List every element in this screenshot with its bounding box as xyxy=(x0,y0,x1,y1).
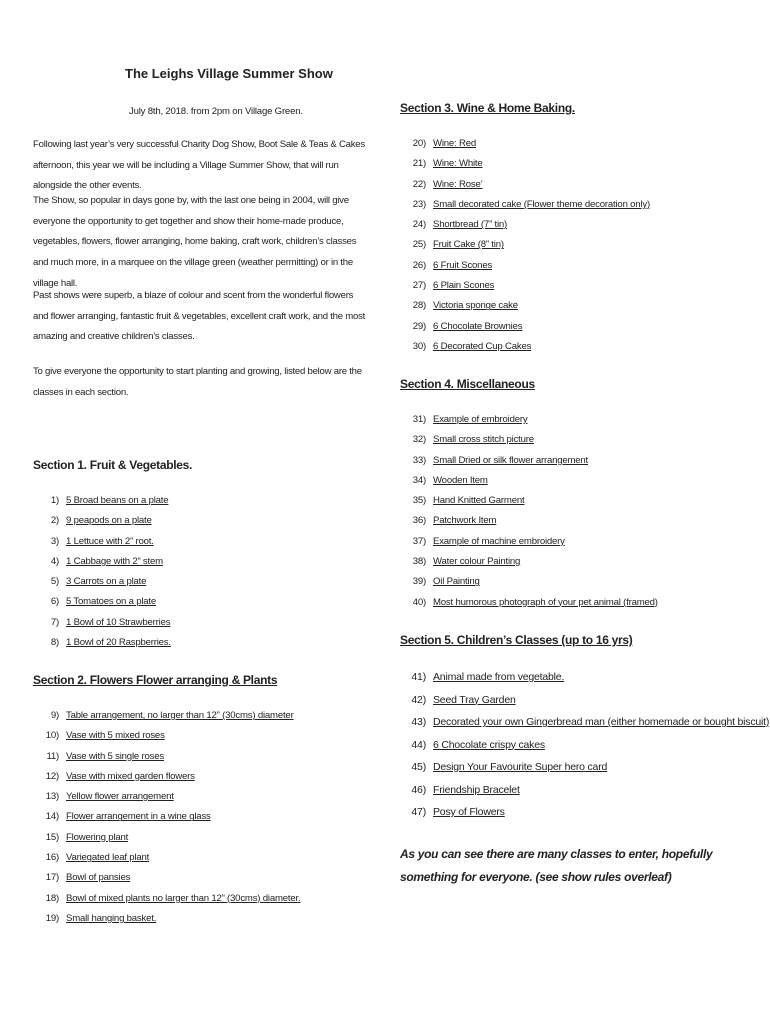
class-entry xyxy=(400,219,745,239)
class-title: Example of machine embroidery xyxy=(433,535,565,547)
class-number: 38) xyxy=(412,556,426,568)
class-title: Seed Tray Garden xyxy=(433,693,516,706)
class-entry xyxy=(400,138,745,158)
class-title: 1 Bowl of 10 Strawberries xyxy=(66,616,171,628)
intro-paragraph-2: The Show, so popular in days gone by, with the last one being in 2004, will give everyone the opportunity to get together and show their home-made produce, vegetables, flowers, flower arranging, home baking, craft work, children’s classes and much more, in a marquee on the village green (weather permitting) or in the village hall. xyxy=(33,195,357,289)
class-entry xyxy=(33,710,373,730)
class-entry xyxy=(400,761,745,784)
class-entry xyxy=(33,811,373,831)
class-title: Posy of Flowers xyxy=(433,806,505,818)
class-title: 5 Broad beans on a plate xyxy=(66,495,169,506)
class-entry xyxy=(400,341,745,361)
class-title: Variegated leaf plant xyxy=(66,852,150,864)
class-title: 1 Lettuce with 2” root. xyxy=(66,535,154,547)
class-title: 6 Decorated Cup Cakes xyxy=(433,340,532,352)
class-title: 9 peapods on a plate xyxy=(66,515,152,527)
class-entry xyxy=(33,556,373,576)
class-title: Vase with 5 single roses xyxy=(66,750,164,762)
class-entry xyxy=(400,475,745,495)
class-entry xyxy=(33,637,373,657)
class-entry xyxy=(400,694,745,717)
class-number: 14) xyxy=(45,811,59,823)
class-number: 3) xyxy=(50,535,59,547)
class-title: Victoria sponge cake xyxy=(433,300,518,312)
section-4-heading: Section 4. Miscellaneous xyxy=(400,377,535,391)
class-number: 5) xyxy=(50,576,59,588)
class-number: 32) xyxy=(412,434,426,446)
class-number: 30) xyxy=(412,340,426,352)
class-title: 1 Cabbage with 2” stem xyxy=(66,555,163,567)
class-number: 37) xyxy=(412,535,426,547)
section-3-heading: Section 3. Wine & Home Baking. xyxy=(400,101,575,115)
class-entry xyxy=(400,716,770,739)
class-title: Friendship Bracelet xyxy=(433,783,520,796)
class-number: 42) xyxy=(411,693,426,706)
class-title: Design Your Favourite Super hero card xyxy=(433,761,608,773)
section-5-heading: Section 5. Children’s Classes (up to 16 yrs) xyxy=(400,633,633,647)
class-title: Bowl of mixed plants no larger than 12” (30cms) diameter. xyxy=(66,892,301,904)
class-entry xyxy=(400,300,745,320)
class-entry xyxy=(400,671,745,694)
class-title: Water colour Painting xyxy=(433,556,521,568)
class-title: Shortbread (7” tin) xyxy=(433,219,508,231)
class-entry xyxy=(400,556,745,576)
class-entry xyxy=(33,536,373,556)
intro-paragraph-3: Past shows were superb, a blaze of colour and scent from the wonderful flowers and flower arranging, fantastic fruit & vegetables, excellent craft work, and the most amazing and creative children’s classes. xyxy=(33,290,366,343)
class-number: 31) xyxy=(412,414,426,425)
class-title: Patchwork Item xyxy=(433,515,497,527)
class-number: 15) xyxy=(45,831,59,843)
class-entry xyxy=(400,179,745,199)
class-entry xyxy=(33,791,373,811)
class-entry xyxy=(33,495,373,515)
class-title: Vase with 5 mixed roses xyxy=(66,730,165,742)
class-entry xyxy=(400,515,745,535)
class-number: 45) xyxy=(411,761,426,773)
class-entry xyxy=(400,239,745,259)
class-number: 40) xyxy=(412,596,426,608)
class-number: 22) xyxy=(412,178,426,190)
class-number: 41) xyxy=(411,671,426,683)
class-title: Hand Knitted Garment xyxy=(433,495,525,507)
class-entry xyxy=(400,434,745,454)
section-1-list xyxy=(33,495,373,657)
class-entry xyxy=(400,597,745,617)
class-title: 1 Bowl of 20 Raspberries. xyxy=(66,637,171,649)
class-title: Wine: Rose’ xyxy=(433,178,483,190)
class-title: Vase with mixed garden flowers xyxy=(66,770,195,782)
class-entry xyxy=(400,784,745,807)
class-title: 5 Tomatoes on a plate xyxy=(66,596,157,608)
class-title: Small decorated cake (Flower theme decoration only) xyxy=(433,198,650,210)
closing-note: As you can see there are many classes to enter, hopefully something for everyone. (see show rules overleaf) xyxy=(400,847,713,884)
class-number: 26) xyxy=(412,259,426,271)
class-entry xyxy=(400,321,745,341)
class-title: Small hanging basket. xyxy=(66,912,157,924)
class-entry xyxy=(33,596,373,616)
section-2-heading: Section 2. Flowers Flower arranging & Plants xyxy=(33,673,278,687)
class-entry xyxy=(33,617,373,637)
class-title: Table arrangement, no larger than 12” (30cms) diameter xyxy=(66,710,294,721)
class-number: 19) xyxy=(45,912,59,924)
class-number: 46) xyxy=(411,783,426,796)
class-number: 33) xyxy=(412,454,426,466)
class-entry xyxy=(400,455,745,475)
class-number: 2) xyxy=(50,515,59,527)
class-number: 21) xyxy=(412,158,426,170)
class-title: 6 Chocolate crispy cakes xyxy=(433,738,545,751)
class-number: 9) xyxy=(50,710,59,721)
class-number: 10) xyxy=(45,730,59,742)
class-entry xyxy=(33,913,373,933)
class-number: 25) xyxy=(412,239,426,251)
document-title: The Leighs Village Summer Show xyxy=(125,66,333,81)
class-entry xyxy=(33,872,373,892)
class-title: Small Dried or silk flower arrangement xyxy=(433,454,589,466)
class-title: Wine: Red xyxy=(433,138,476,149)
class-title: Flowering plant xyxy=(66,831,129,843)
class-title: 3 Carrots on a plate xyxy=(66,576,147,588)
class-number: 47) xyxy=(411,806,426,818)
class-title: Yellow flower arrangement xyxy=(66,791,174,803)
class-number: 20) xyxy=(412,138,426,149)
class-entry xyxy=(33,852,373,872)
class-entry xyxy=(33,751,373,771)
class-title: Fruit Cake (8” tin) xyxy=(433,239,504,251)
class-title: Wine: White xyxy=(433,158,483,170)
section-3-list xyxy=(400,138,745,361)
class-number: 17) xyxy=(45,872,59,884)
class-title: Oil Painting xyxy=(433,576,480,588)
class-number: 35) xyxy=(412,495,426,507)
class-number: 43) xyxy=(411,716,426,728)
class-entry xyxy=(400,260,745,280)
class-number: 4) xyxy=(50,555,59,567)
class-number: 7) xyxy=(50,616,59,628)
intro-paragraph-4: To give everyone the opportunity to start planting and growing, listed below are the classes in each section. xyxy=(33,366,362,398)
class-title: 6 Fruit Scones xyxy=(433,259,493,271)
class-number: 1) xyxy=(50,495,59,506)
event-date-line: July 8th, 2018. from 2pm on Village Green. xyxy=(129,106,303,117)
class-number: 6) xyxy=(50,596,59,608)
class-entry xyxy=(33,771,373,791)
class-entry xyxy=(400,536,745,556)
class-title: Flower arrangement in a wine glass xyxy=(66,811,211,823)
class-number: 39) xyxy=(412,576,426,588)
class-number: 11) xyxy=(46,750,59,762)
class-title: Most humorous photograph of your pet animal (framed) xyxy=(433,596,658,608)
class-title: Example of embroidery xyxy=(433,414,528,425)
class-number: 23) xyxy=(412,198,426,210)
class-entry xyxy=(400,199,745,219)
class-title: Bowl of pansies xyxy=(66,872,131,884)
class-number: 29) xyxy=(412,320,426,332)
class-title: 6 Plain Scones xyxy=(433,280,495,292)
class-entry xyxy=(33,576,373,596)
class-entry xyxy=(400,414,745,434)
class-entry xyxy=(400,806,745,829)
class-number: 13) xyxy=(45,791,59,803)
class-title: Decorated your own Gingerbread man (either homemade or bought biscuit) xyxy=(433,716,770,728)
class-title: Animal made from vegetable. xyxy=(433,671,565,683)
section-4-list xyxy=(400,414,745,617)
class-number: 12) xyxy=(45,770,59,782)
section-1-heading: Section 1. Fruit & Vegetables. xyxy=(33,458,193,472)
intro-paragraph-1: Following last year’s very successful Charity Dog Show, Boot Sale & Teas & Cakes afternoon, this year we will be including a Village Summer Show, that will run alongside the other events. xyxy=(33,139,365,192)
class-number: 34) xyxy=(412,474,426,486)
class-entry xyxy=(400,280,745,300)
class-entry xyxy=(400,158,745,178)
section-5-list xyxy=(400,671,770,829)
class-entry xyxy=(33,730,373,750)
class-entry xyxy=(33,515,373,535)
class-entry xyxy=(400,495,745,515)
class-entry xyxy=(400,739,745,762)
class-number: 28) xyxy=(412,300,426,312)
class-number: 24) xyxy=(412,219,426,231)
section-2-list xyxy=(33,710,373,933)
class-number: 8) xyxy=(50,637,59,649)
class-title: Wooden Item xyxy=(433,474,488,486)
class-number: 44) xyxy=(411,738,426,751)
class-entry xyxy=(33,832,373,852)
class-entry xyxy=(33,893,373,913)
class-title: 6 Chocolate Brownies xyxy=(433,320,523,332)
class-number: 18) xyxy=(45,892,59,904)
class-title: Small cross stitch picture xyxy=(433,434,534,446)
class-entry xyxy=(400,576,745,596)
class-number: 36) xyxy=(412,515,426,527)
class-number: 27) xyxy=(412,280,426,292)
class-number: 16) xyxy=(45,852,59,864)
